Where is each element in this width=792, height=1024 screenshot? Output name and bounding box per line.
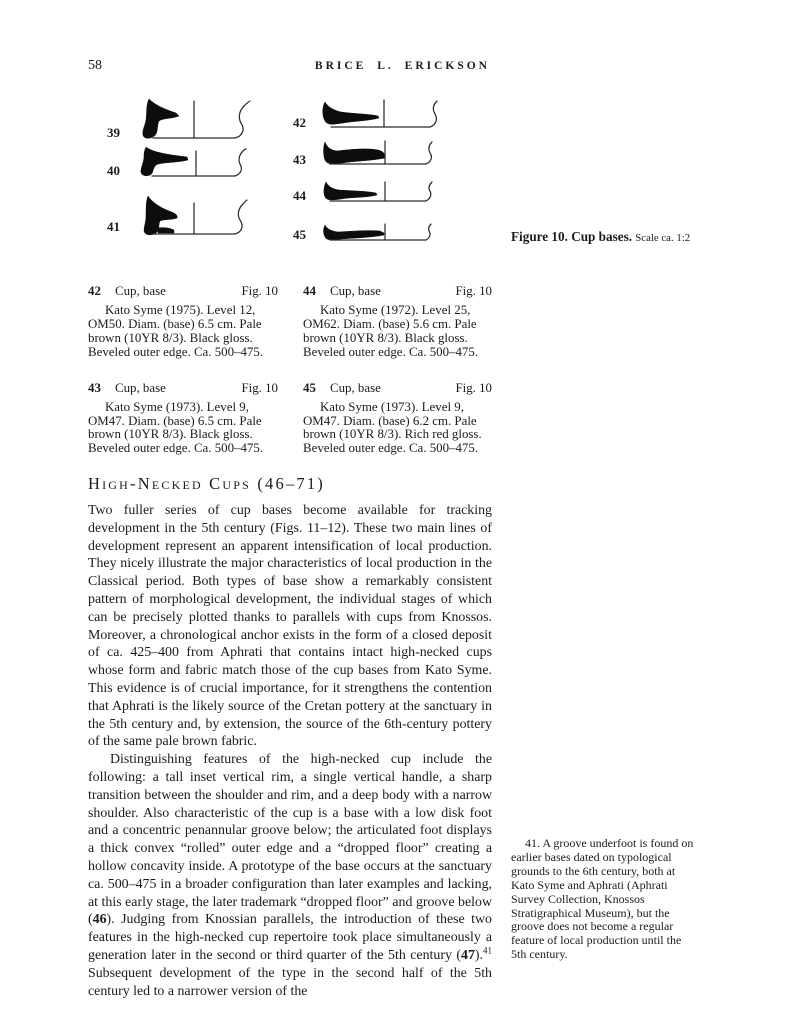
body-text <box>88 502 492 1000</box>
running-head-author: BRICE L. ERICKSON <box>314 60 490 72</box>
cup-base-drawing-44 <box>318 180 450 205</box>
margin-footnote-41: 41. A groove underfoot is found on earlier bases dated on typological grounds to the 6th century, both at Kato Syme and Aphrati (Aphrati Survey Collection, Knossos Stratigraphical Museum), but the groove does not become a regular feature of local production until the 5th century. <box>511 836 694 962</box>
rim-profile <box>430 101 437 127</box>
entry-heading <box>88 381 278 396</box>
entry-title: Cup, base <box>330 284 381 298</box>
entry-number: 44 <box>303 284 316 298</box>
profile-number: 39 <box>107 125 120 140</box>
catalog-entry-45 <box>303 381 492 457</box>
section-heading: High-Necked Cups (46–71) <box>88 474 325 493</box>
profile-number: 42 <box>293 115 306 130</box>
cup-base-drawing-40 <box>132 146 257 180</box>
figure-caption <box>511 229 761 245</box>
entry-number: 42 <box>88 284 101 298</box>
rim-profile <box>426 142 432 164</box>
figure-caption-scale: Scale ca. 1:2 <box>635 232 691 244</box>
foot-profile <box>324 182 377 200</box>
profile-number: 43 <box>293 152 306 167</box>
cup-base-drawing-41 <box>132 196 257 236</box>
catalog-entries <box>88 284 492 456</box>
foot-profile <box>141 147 188 176</box>
entry-description: Kato Syme (1973). Level 9, OM47. Diam. (base) 6.2 cm. Pale brown (10YR 8/3). Rich red gloss. Beveled outer edge. Ca. 500–475. <box>303 399 482 456</box>
rim-profile <box>235 101 250 138</box>
profile-row-39 <box>96 98 257 142</box>
cup-base-drawing-39 <box>132 98 257 142</box>
entry-figure-ref: Fig. 10 <box>241 284 278 298</box>
catalog-number-47: 47 <box>461 947 475 963</box>
entry-heading <box>303 381 492 396</box>
catalog-number-46: 46 <box>92 912 107 928</box>
entry-number: 45 <box>303 380 316 395</box>
entry-figure-ref: Fig. 10 <box>455 380 492 395</box>
catalog-entry-42 <box>88 284 278 360</box>
paragraph-2-text: Subsequent development of the type in the second half of the 5th century led to a narrower version of the <box>88 965 492 999</box>
entry-title: Cup, base <box>330 380 381 395</box>
profile-row-44 <box>282 180 450 205</box>
catalog-entry-43 <box>88 381 278 457</box>
entry-description: Kato Syme (1973). Level 9, OM47. Diam. (base) 6.5 cm. Pale brown (10YR 8/3). Black gloss. Beveled outer edge. Ca. 500–475. <box>88 399 264 456</box>
profile-row-42 <box>282 99 450 132</box>
paragraph-2-text: ). <box>474 947 483 963</box>
cup-base-drawing-45 <box>318 221 450 244</box>
paragraph-2-text: Distinguishing features of the high-necked cup include the following: a tall inset vertical rim, a single vertical handle, a sharp transition between the shoulder and rim, and a deep body with a narrow shoulder. Also characteristic of the cup is a base with a low disk foot and a concentric penannular groove below; the articulated foot displays a thick convex “rolled” outer edge and a “dropped floor” creating a hollow concavity inside. A prototype of the base occurs at the sanctuary ca. 500–475 in a broader configuration than later examples and lacking, at this early stage, the later trademark “dropped floor” and groove below ( <box>88 752 492 928</box>
paragraph-2 <box>88 751 492 1000</box>
profile-row-40 <box>96 146 257 180</box>
foot-profile <box>324 225 385 240</box>
profile-number: 41 <box>107 219 120 234</box>
entry-title: Cup, base <box>115 380 166 395</box>
entry-heading <box>303 284 492 299</box>
page-number: 58 <box>88 58 102 73</box>
foot-profile <box>143 99 179 138</box>
foot-ledge <box>158 228 174 233</box>
paragraph-2-text: ). Judging from Knossian parallels, the introduction of these two features in the high-necked cup repertoire took place simultaneously a generation later in the second or third quarter of the 5th century ( <box>88 912 492 963</box>
entry-number: 43 <box>88 380 101 395</box>
profile-number: 44 <box>293 188 306 203</box>
entry-description: Kato Syme (1972). Level 25, OM62. Diam. (base) 5.6 cm. Pale brown (10YR 8/3). Black gloss. Beveled outer edge. Ca. 500–475. <box>303 303 479 359</box>
cup-base-drawing-43 <box>318 140 450 169</box>
entry-title: Cup, base <box>115 284 166 298</box>
rim-profile <box>235 149 246 176</box>
profile-row-43 <box>282 140 450 169</box>
rim-profile <box>235 200 247 234</box>
foot-profile <box>324 142 386 164</box>
catalog-entry-44 <box>303 284 492 360</box>
figure-caption-title: Figure 10. Cup bases. <box>511 229 633 244</box>
footnote-reference-41: 41 <box>483 945 492 956</box>
entry-description: Kato Syme (1975). Level 12, OM50. Diam. (base) 6.5 cm. Pale brown (10YR 8/3). Black gloss. Beveled outer edge. Ca. 500–475. <box>88 303 264 359</box>
paragraph-1: Two fuller series of cup bases become available for tracking development in the 5th century (Figs. 11–12). These two main lines of development represent an apparent intensification of local production. They nicely illustrate the major characteristics of local production in the Classical period. Both types of base show a remarkably consistent pattern of morphological development, the individual stages of which can be precisely plotted thanks to parallels with cups from Knossos. Moreover, a chronological anchor exists in the form of a closed deposit of ca. 425–400 from Aphrati that contains intact high-necked cups whose form and fabric match those of the cup bases from Kato Syme. This evidence is of crucial importance, for it strengthens the contention that Aphrati is the likely source of the Cretan pottery at the sanctuary in the 5th century and, by extension, the source of the 6th-century pottery of the same pale brown fabric. <box>88 503 492 750</box>
entry-figure-ref: Fig. 10 <box>241 380 278 395</box>
entry-heading <box>88 284 278 299</box>
figure-10 <box>0 0 792 270</box>
cup-base-drawing-42 <box>318 99 450 132</box>
foot-profile <box>323 102 379 124</box>
rim-profile <box>426 224 431 240</box>
rim-profile <box>426 182 432 201</box>
profile-number: 45 <box>293 227 306 242</box>
entry-figure-ref: Fig. 10 <box>455 284 492 298</box>
profile-row-41 <box>96 196 257 236</box>
profile-row-45 <box>282 221 450 244</box>
profile-number: 40 <box>107 163 120 178</box>
